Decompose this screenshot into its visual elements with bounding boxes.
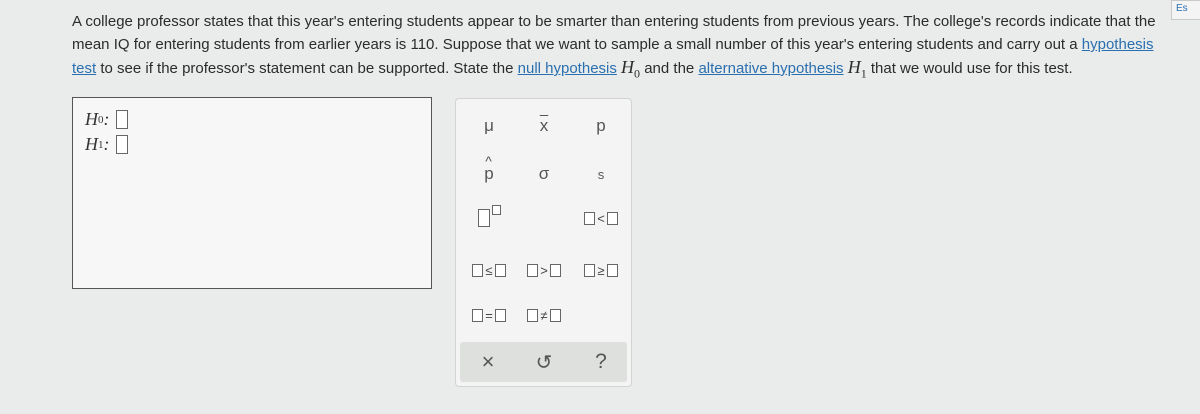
equals-button[interactable]: = bbox=[469, 301, 509, 329]
mean-value: 110 bbox=[410, 36, 435, 53]
superscript-exp-box bbox=[492, 205, 501, 215]
symbol-palette bbox=[455, 98, 632, 387]
h1-input[interactable] bbox=[116, 135, 128, 154]
superscript-button[interactable] bbox=[469, 204, 509, 232]
greater-than-button[interactable]: > bbox=[524, 256, 564, 284]
h0-input[interactable] bbox=[116, 110, 128, 129]
phat-label: ^ p bbox=[484, 164, 493, 184]
mu-button[interactable]: μ bbox=[484, 116, 494, 135]
hypothesis-test-link[interactable]: hypothesis test bbox=[72, 36, 1154, 77]
greater-equal-button[interactable]: ≥ bbox=[581, 256, 621, 284]
less-equal-button[interactable]: ≤ bbox=[469, 256, 509, 284]
h0-label: H bbox=[85, 109, 98, 129]
h0-line bbox=[85, 109, 128, 130]
question-part2: . Suppose that we want to sample a small number of this year's entering students and carry out a bbox=[434, 36, 1082, 53]
h0-symbol: $H_0$ bbox=[621, 57, 641, 81]
question-part5: that we would use for this test. bbox=[866, 60, 1073, 77]
xbar-button[interactable]: x bbox=[539, 116, 549, 135]
h1-label-sub: 1 bbox=[98, 138, 104, 151]
s-button[interactable]: s bbox=[597, 166, 605, 182]
clear-button[interactable]: × bbox=[481, 349, 495, 374]
p-button[interactable]: p bbox=[596, 116, 606, 135]
h0-colon: : bbox=[103, 109, 110, 129]
undo-button[interactable]: ↺ bbox=[535, 351, 553, 374]
corner-tab[interactable]: Es bbox=[1171, 0, 1200, 20]
h0-label-sub: 0 bbox=[98, 113, 104, 126]
alternative-hypothesis-link[interactable]: alternative hypothesis bbox=[698, 60, 844, 77]
help-button[interactable]: ? bbox=[595, 350, 607, 373]
question-part3: to see if the professor's statement can be supported. State the bbox=[96, 60, 518, 77]
h1-colon: : bbox=[103, 134, 110, 154]
phat-button[interactable] bbox=[469, 160, 509, 188]
null-hypothesis-link[interactable]: null hypothesis bbox=[517, 60, 617, 77]
less-than-button[interactable]: < bbox=[581, 204, 621, 232]
not-equal-button[interactable]: ≠ bbox=[524, 301, 564, 329]
h1-line bbox=[85, 134, 128, 155]
answer-box bbox=[72, 97, 432, 289]
question-text bbox=[72, 10, 1162, 86]
sigma-button[interactable]: σ bbox=[538, 164, 550, 183]
h1-label: H bbox=[85, 134, 98, 154]
question-part1: A college professor states that this year's entering students appear to be smarter than entering students from previous years. The college's records indicate that the mean IQ for entering students from earlier years is bbox=[72, 13, 1156, 53]
palette-action-bar bbox=[460, 342, 627, 382]
h1-symbol: $H_1$ bbox=[847, 57, 867, 81]
superscript-base-box bbox=[478, 209, 490, 227]
question-part4: and the bbox=[640, 60, 699, 77]
